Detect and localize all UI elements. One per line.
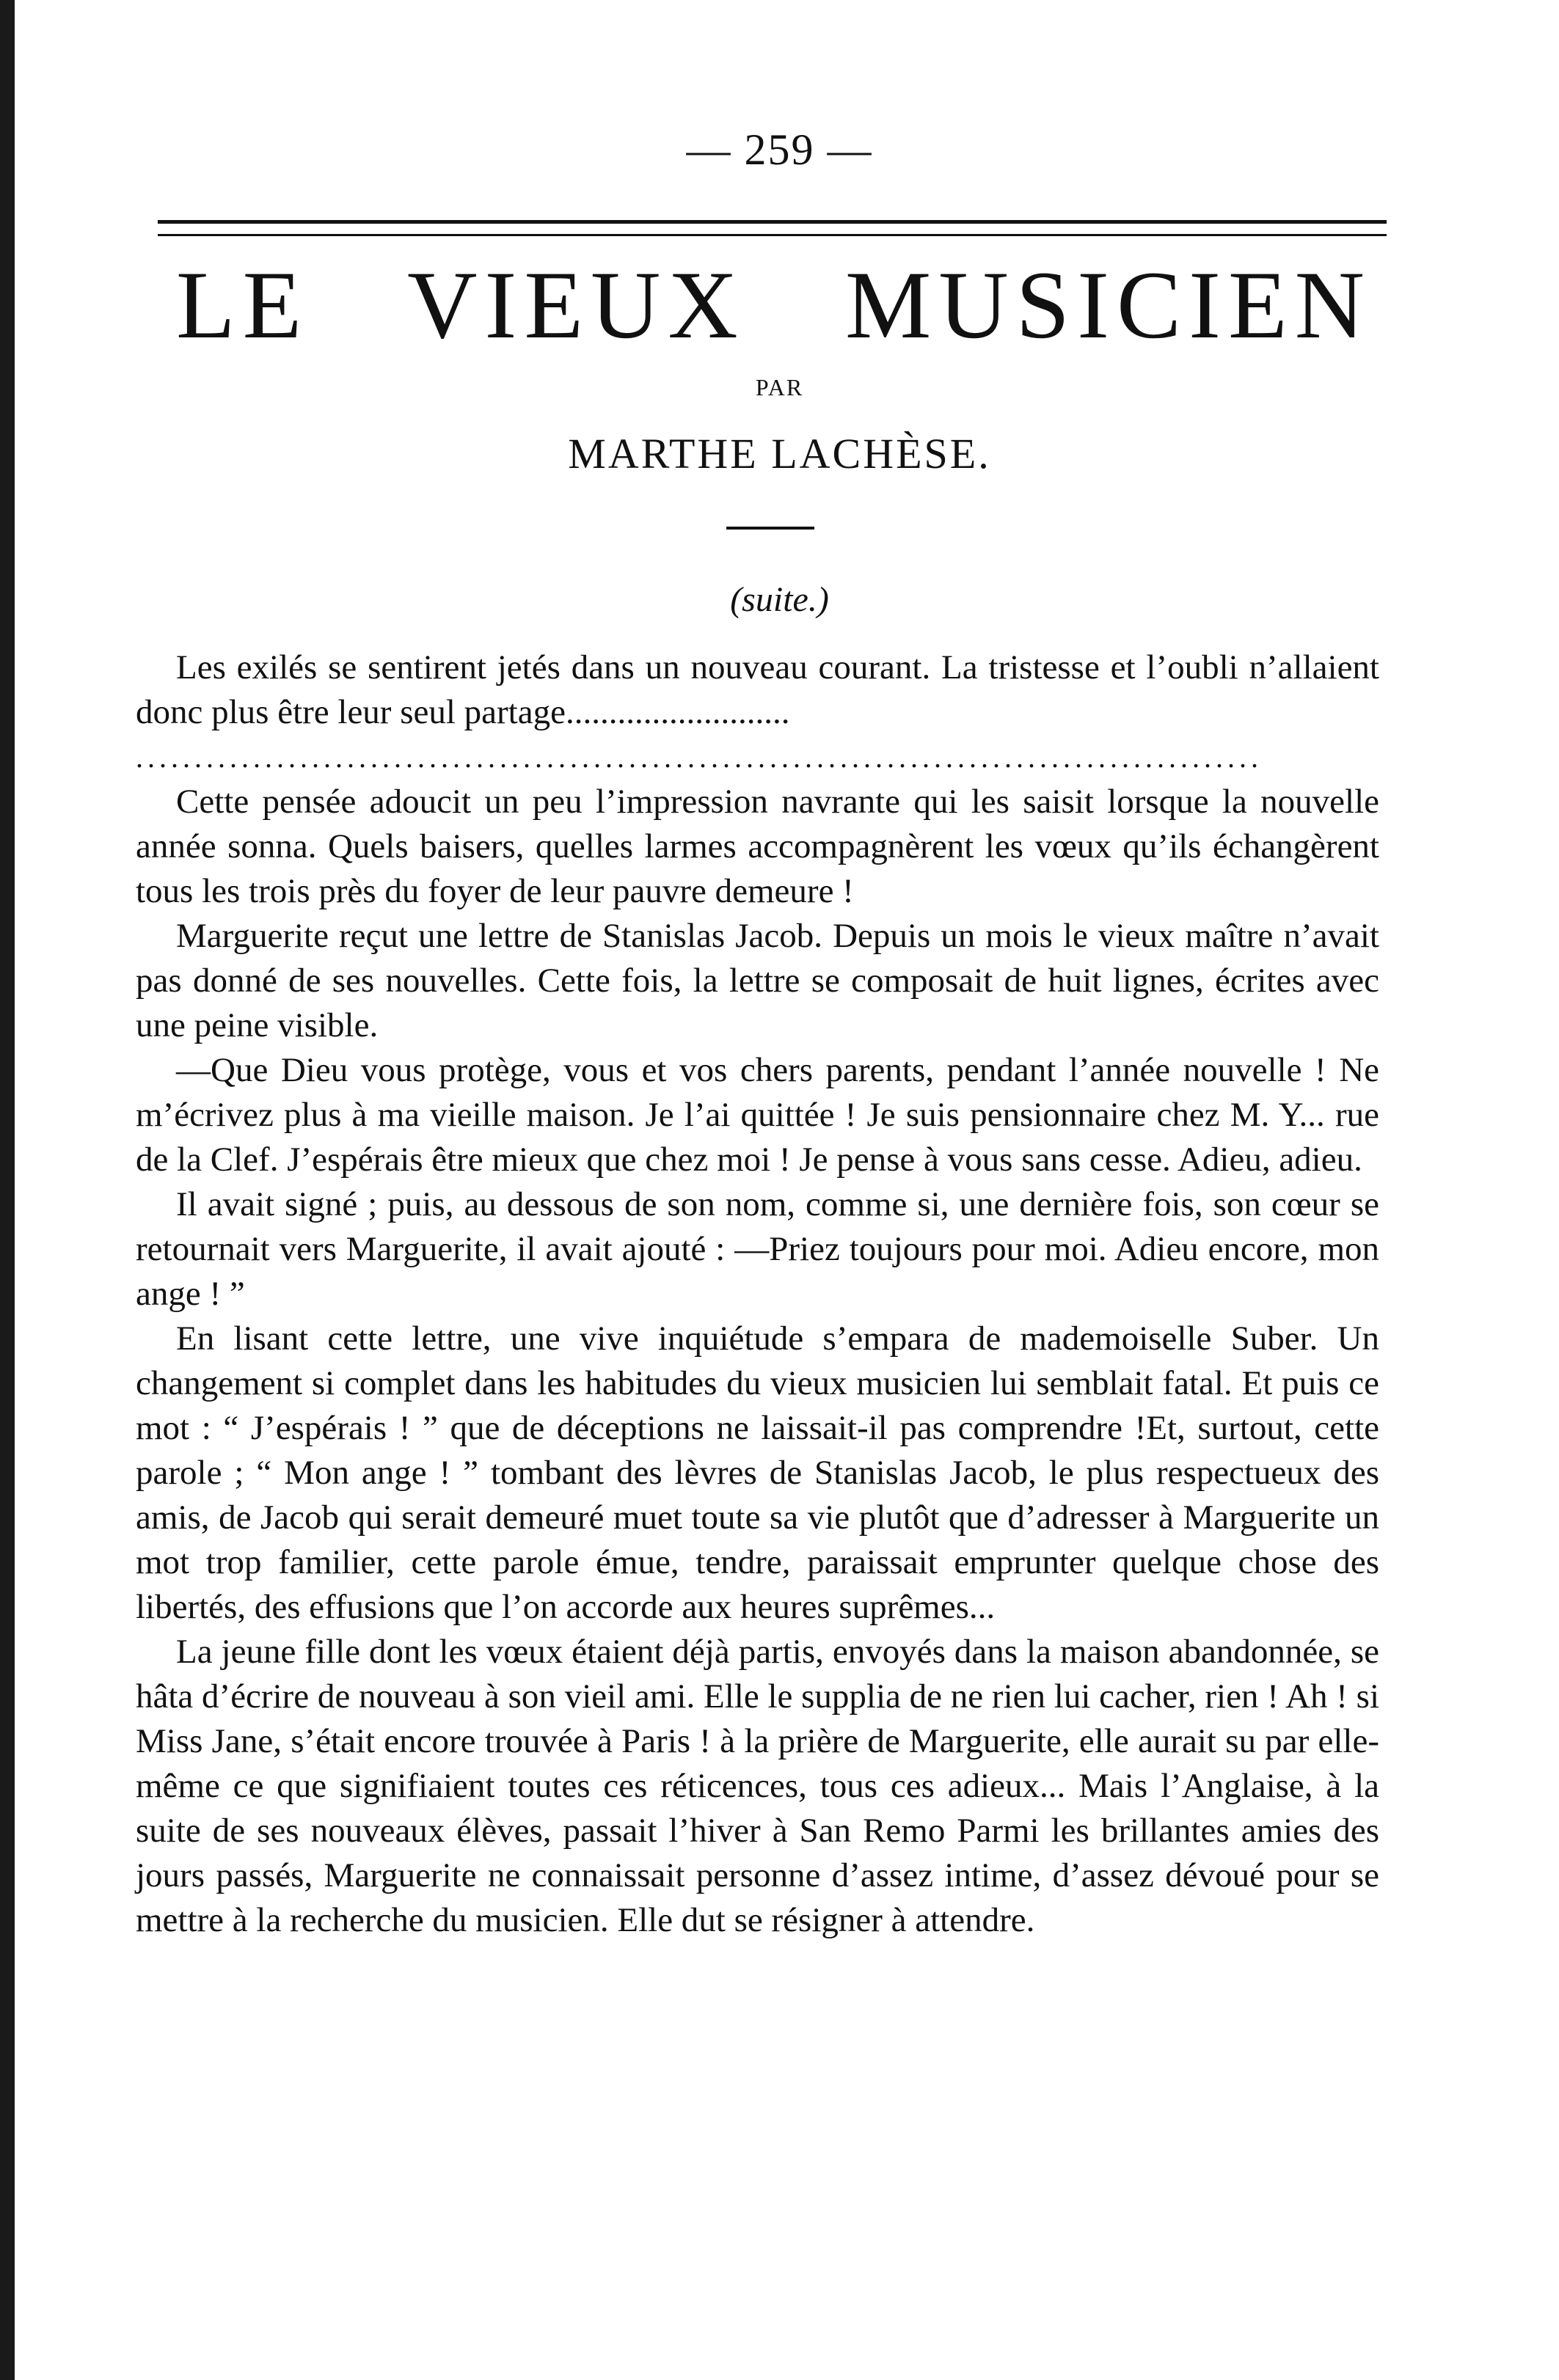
byline: PAR xyxy=(755,374,804,400)
paragraph: Marguerite reçut une lettre de Stanislas Jacob. Depuis un mois le vieux maître n’avait pas donné de ses nouvelles. Cette fois, la lettre se composait de huit lignes, écrites avec une peine visible. xyxy=(136,917,1379,1044)
paragraph: En lisant cette lettre, une vive inquiétude s’empara de mademoiselle Suber. Un changement si complet dans les habitudes du vieux musicien lui semblait fatal. Et puis ce mot : “ J’espérais ! ” que de déceptions ne laissait-il pas comprendre !Et, surtout, cette parole ; “ Mon ange ! ” tombant des lèvres de Stanislas Jacob, le plus respectueux des amis, de Jacob qui serait demeuré muet toute sa vie plutôt que d’adresser à Marguerite un mot trop familier, cette parole émue, tendre, paraissait emprunter quelque chose des libertés, des effusions que l’on accorde aux heures suprêmes... xyxy=(136,1319,1379,1626)
paragraph: Il avait signé ; puis, au dessous de son nom, comme si, une dernière fois, son cœur se retournait vers Marguerite, il avait ajouté : —Priez toujours pour moi. Adieu encore, mon ange ! ” xyxy=(136,1185,1379,1313)
section-separator: ................................................................................................ xyxy=(136,741,1263,774)
paragraph: Les exilés se sentirent jetés dans un nouveau courant. La tristesse et l’oubli n’allaient donc plus être leur seul partage.......................... xyxy=(136,648,1379,731)
paragraph: —Que Dieu vous protège, vous et vos chers parents, pendant l’année nouvelle ! Ne m’écrivez plus à ma vieille maison. Je l’ai quittée ! Je suis pensionnaire chez M. Y... rue de la Clef. J’espérais être mieux que chez moi ! Je pense à vous sans cesse. Adieu, adieu. xyxy=(136,1051,1379,1179)
paragraph: La jeune fille dont les vœux étaient déjà partis, envoyés dans la maison abandonnée, se hâta d’écrire de nouveau à son vieil ami. Elle le supplia de ne rien lui cacher, rien ! Ah ! si Miss Jane, s’était encore trouvée à Paris ! à la prière de Marguerite, elle aurait su par elle-même ce que signifiaient toutes ces réticences, tous ces adieux... Mais l’Anglaise, à la suite de ses nouveaux élèves, passait l’hiver à San Remo Parmi les brillantes amies des jours passés, Marguerite ne connaissait personne d’assez intime, d’assez dévoué pour se mettre à la recherche du musicien. Elle dut se résigner à attendre. xyxy=(136,1633,1379,1939)
title-rule xyxy=(158,220,1387,236)
page-number: — 259 — xyxy=(686,125,873,174)
binding-edge xyxy=(0,0,15,2380)
continuation-note: (suite.) xyxy=(730,580,829,619)
article-body xyxy=(136,645,1379,1943)
author-rule xyxy=(726,527,814,530)
author-name: MARTHE LACHÈSE. xyxy=(568,430,991,477)
paragraph: Cette pensée adoucit un peu l’impression navrante qui les saisit lorsque la nouvelle année sonna. Quels baisers, quelles larmes accompagnèrent les vœux qu’ils échangèrent tous les trois près du foyer de leur pauvre demeure ! xyxy=(136,783,1379,910)
chapter-title: LE VIEUX MUSICIEN xyxy=(176,251,1372,359)
